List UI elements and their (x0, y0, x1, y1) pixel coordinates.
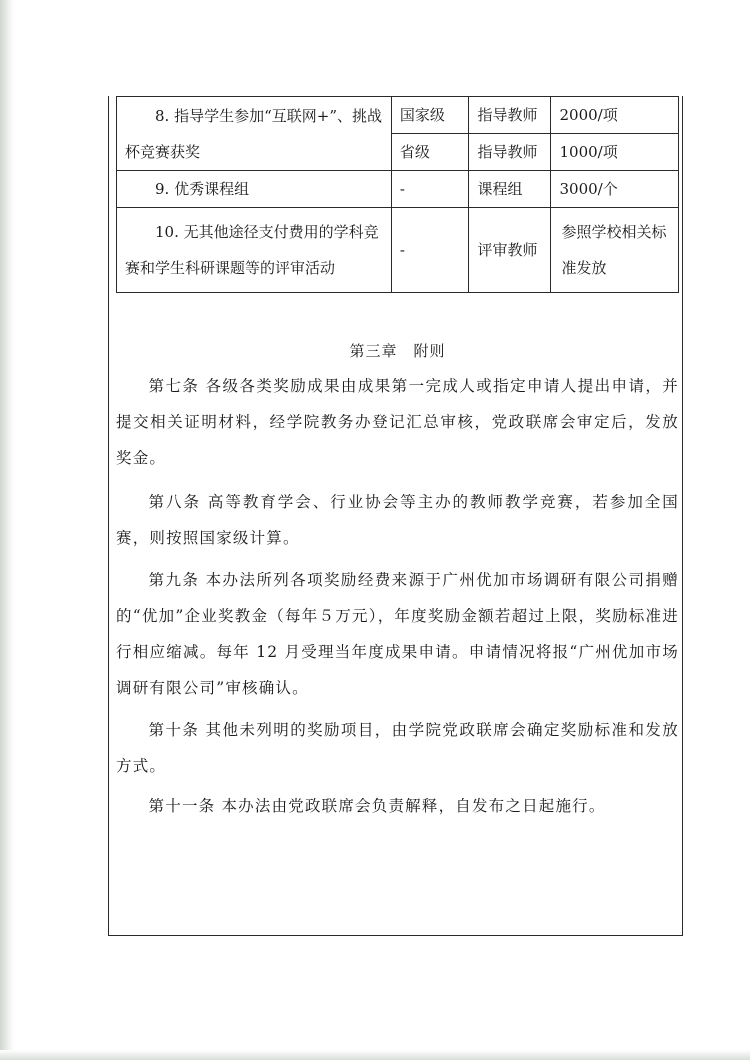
scan-edge-left (0, 0, 14, 1060)
table-cell-recipient: 指导教师 (469, 134, 551, 171)
table-cell-item: 8. 指导学生参加“互联网+”、挑战杯竞赛获奖 (117, 97, 392, 171)
table-row (117, 171, 679, 208)
table-cell-recipient: 课程组 (469, 171, 551, 208)
table-cell-amount: 参照学校相关标准发放 (551, 208, 679, 293)
table-cell-level: - (391, 171, 469, 208)
article-8: 第八条 高等教育学会、行业协会等主办的教师教学竞赛，若参加全国赛，则按照国家级计算。 (116, 493, 679, 547)
scan-edge-bottom (0, 1050, 750, 1060)
award-table (116, 96, 679, 293)
table-cell-item: 9. 优秀课程组 (117, 171, 392, 208)
table-row (117, 208, 679, 293)
table-cell-level: 省级 (391, 134, 469, 171)
table-cell-item: 10. 无其他途径支付费用的学科竞赛和学生科研课题等的评审活动 (117, 208, 392, 293)
table-cell-recipient: 评审教师 (469, 208, 551, 293)
article-10: 第十条 其他未列明的奖励项目，由学院党政联席会确定奖励标准和发放方式。 (116, 721, 679, 775)
article-11: 第十一条 本办法由党政联席会负责解释，自发布之日起施行。 (148, 797, 606, 815)
table-cell-amount: 3000/个 (551, 171, 679, 208)
table-cell-level: - (391, 208, 469, 293)
table-row (117, 97, 679, 134)
table-cell-amount: 2000/项 (551, 97, 679, 134)
chapter-title: 第三章 附则 (349, 342, 446, 360)
table-cell-amount: 1000/项 (551, 134, 679, 171)
article-9: 第九条 本办法所列各项奖励经费来源于广州优加市场调研有限公司捐赠的“优加”企业奖教金（每年５万元），年度奖励金额若超过上限，奖励标准进行相应缩减。每年 12 月受理当年度成果申请。申请情况将报“广州优加市场调研有限公司”审核确认。 (116, 571, 679, 697)
table-cell-level: 国家级 (391, 97, 469, 134)
article-7: 第七条 各级各类奖励成果由成果第一完成人或指定申请人提出申请，并提交相关证明材料，经学院教务办登记汇总审核，党政联席会审定后，发放奖金。 (116, 377, 679, 467)
table-cell-recipient: 指导教师 (469, 97, 551, 134)
